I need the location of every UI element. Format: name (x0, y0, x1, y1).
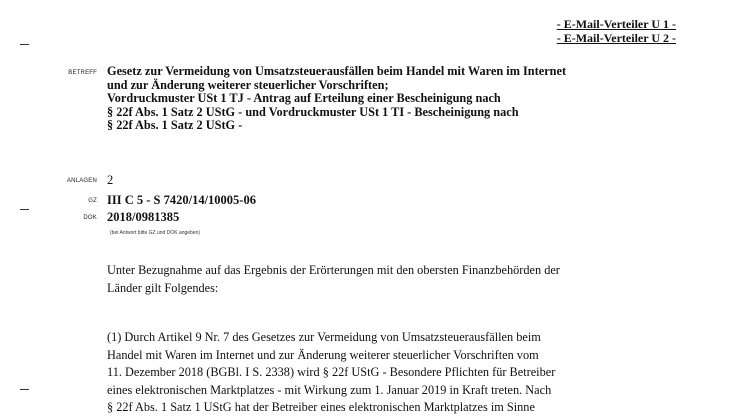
subject-line: § 22f Abs. 1 Satz 2 UStG - (107, 118, 243, 133)
dok-value: 2018/0981385 (107, 210, 180, 224)
label-gz: GZ (88, 198, 97, 204)
label-betreff: BETREFF (68, 70, 97, 76)
paragraph-line: (1) Durch Artikel 9 Nr. 7 des Gesetzes zur Vermeidung von Umsatzsteuerausfällen beim (107, 330, 541, 344)
paragraph-line: Handel mit Waren im Internet und zur Änderung weiterer steuerlicher Vorschriften vom (107, 347, 539, 362)
paragraph-line: § 22f Abs. 1 Satz 1 UStG hat der Betreiber eines elektronischen Marktplatzes im Sinne (107, 400, 535, 414)
paragraph-line: Unter Bezugnahme auf das Ergebnis der Erörterungen mit den obersten Finanzbehörden der (107, 263, 560, 277)
distribution-line-2: - E-Mail-Verteiler U 2 - (556, 31, 676, 45)
anlagen-value: 2 (107, 173, 114, 187)
fold-mark-bottom (20, 389, 29, 390)
fold-mark-middle (20, 209, 29, 210)
paragraph-line: eines elektronischen Marktplatzes - mit Wirkung zum 1. Januar 2019 in Kraft treten. Nach (107, 382, 552, 397)
reply-hint: (bei Antwort bitte GZ und DOK angeben) (110, 230, 201, 236)
label-anlagen: ANLAGEN (66, 178, 97, 184)
subject-line: und zur Änderung weiterer steuerlicher Vorschriften; (107, 77, 389, 92)
intro-paragraph (107, 262, 707, 297)
fold-mark-top (20, 44, 29, 45)
subject-line: § 22f Abs. 1 Satz 2 UStG - und Vordruckmuster USt 1 TI - Bescheinigung nach (107, 104, 519, 119)
subject-line: Vordruckmuster USt 1 TJ - Antrag auf Erteilung einer Bescheinigung nach (107, 91, 501, 106)
distribution-line-1: - E-Mail-Verteiler U 1 - (556, 17, 676, 31)
paragraph-1 (107, 329, 707, 417)
gz-value: III C 5 - S 7420/14/10005-06 (107, 193, 256, 207)
subject-line: Gesetz zur Vermeidung von Umsatzsteuerausfällen beim Handel mit Waren im Internet (107, 64, 567, 78)
paragraph-line: Länder gilt Folgendes: (107, 280, 219, 295)
label-dok: DOK (83, 215, 97, 221)
paragraph-line: 11. Dezember 2018 (BGBl. I S. 2338) wird § 22f UStG - Besondere Pflichten für Betreiber (107, 365, 556, 379)
subject-block (107, 65, 687, 133)
